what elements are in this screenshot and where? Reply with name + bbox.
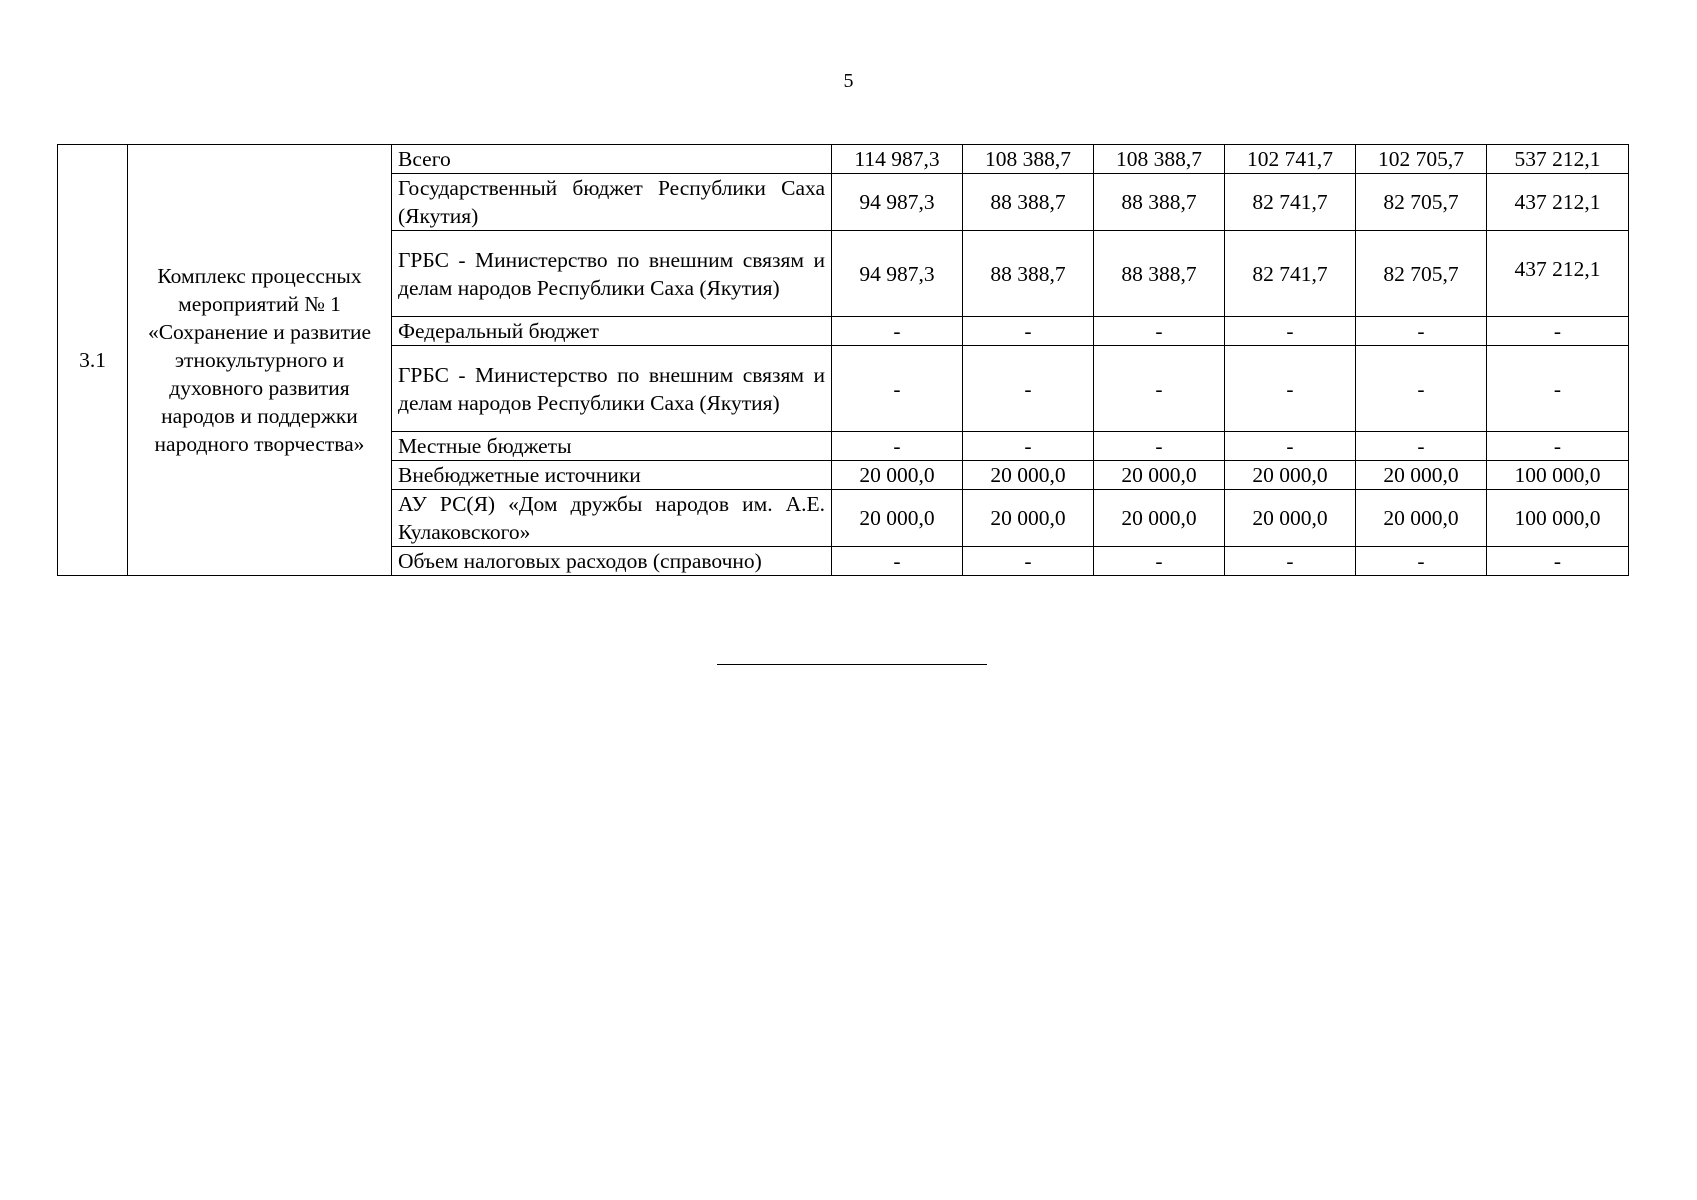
value-cell: 88 388,7: [1094, 174, 1225, 231]
value-cell: 82 705,7: [1356, 174, 1487, 231]
value-cell: 114 987,3: [832, 145, 963, 174]
table-row: [58, 145, 1629, 174]
source-cell: Местные бюджеты: [392, 432, 832, 461]
value-cell: 108 388,7: [963, 145, 1094, 174]
value-cell: 20 000,0: [832, 490, 963, 547]
value-cell: -: [1094, 346, 1225, 432]
funding-table: [57, 144, 1629, 576]
value-cell: 94 987,3: [832, 174, 963, 231]
value-cell: 20 000,0: [1225, 461, 1356, 490]
value-cell: 82 741,7: [1225, 174, 1356, 231]
value-cell: -: [963, 317, 1094, 346]
value-cell: 437 212,1: [1487, 174, 1629, 231]
value-cell: 20 000,0: [832, 461, 963, 490]
value-cell: -: [1225, 432, 1356, 461]
source-cell: ГРБС - Министерство по внешним связям и делам народов Республики Саха (Якутия): [392, 231, 832, 317]
value-cell: -: [963, 432, 1094, 461]
value-cell: -: [1094, 547, 1225, 576]
item-number: 3.1: [58, 145, 128, 576]
value-cell: 102 705,7: [1356, 145, 1487, 174]
value-cell: -: [1356, 432, 1487, 461]
value-cell: -: [1487, 432, 1629, 461]
value-cell: -: [1094, 432, 1225, 461]
value-cell: -: [832, 432, 963, 461]
value-cell: -: [832, 547, 963, 576]
value-cell: -: [1356, 346, 1487, 432]
closing-rule: [717, 664, 987, 665]
value-cell: -: [1356, 547, 1487, 576]
source-cell: Федеральный бюджет: [392, 317, 832, 346]
value-cell: 20 000,0: [963, 461, 1094, 490]
value-cell: 88 388,7: [963, 231, 1094, 317]
value-cell: -: [1094, 317, 1225, 346]
value-cell: -: [832, 317, 963, 346]
value-cell: 100 000,0: [1487, 490, 1629, 547]
value-cell: 20 000,0: [1094, 461, 1225, 490]
source-cell: Всего: [392, 145, 832, 174]
page-number: 5: [843, 70, 854, 92]
item-name: Комплекс процессных мероприятий № 1 «Сохранение и развитие этнокультурного и духовного развития народов и поддержки народного творчества»: [128, 145, 392, 576]
value-cell: 102 741,7: [1225, 145, 1356, 174]
source-cell: Государственный бюджет Республики Саха (Якутия): [392, 174, 832, 231]
value-cell: 20 000,0: [1356, 490, 1487, 547]
source-cell: Внебюджетные источники: [392, 461, 832, 490]
value-cell: -: [832, 346, 963, 432]
value-cell: 20 000,0: [1356, 461, 1487, 490]
value-cell: 20 000,0: [963, 490, 1094, 547]
value-cell: -: [1356, 317, 1487, 346]
value-cell: -: [1487, 346, 1629, 432]
value-cell: 437 212,1: [1487, 231, 1629, 317]
value-cell: -: [1487, 547, 1629, 576]
value-cell: -: [963, 547, 1094, 576]
source-cell: ГРБС - Министерство по внешним связям и делам народов Республики Саха (Якутия): [392, 346, 832, 432]
value-cell: -: [1487, 317, 1629, 346]
value-cell: 537 212,1: [1487, 145, 1629, 174]
value-cell: 82 705,7: [1356, 231, 1487, 317]
value-cell: 20 000,0: [1094, 490, 1225, 547]
value-cell: -: [1225, 547, 1356, 576]
value-cell: -: [963, 346, 1094, 432]
value-cell: 88 388,7: [963, 174, 1094, 231]
source-cell: Объем налоговых расходов (справочно): [392, 547, 832, 576]
value-cell: -: [1225, 317, 1356, 346]
value-cell: 20 000,0: [1225, 490, 1356, 547]
value-cell: -: [1225, 346, 1356, 432]
value-cell: 94 987,3: [832, 231, 963, 317]
value-cell: 108 388,7: [1094, 145, 1225, 174]
value-cell: 82 741,7: [1225, 231, 1356, 317]
value-cell: 100 000,0: [1487, 461, 1629, 490]
source-cell: АУ РС(Я) «Дом дружбы народов им. А.Е. Кулаковского»: [392, 490, 832, 547]
value-cell: 88 388,7: [1094, 231, 1225, 317]
